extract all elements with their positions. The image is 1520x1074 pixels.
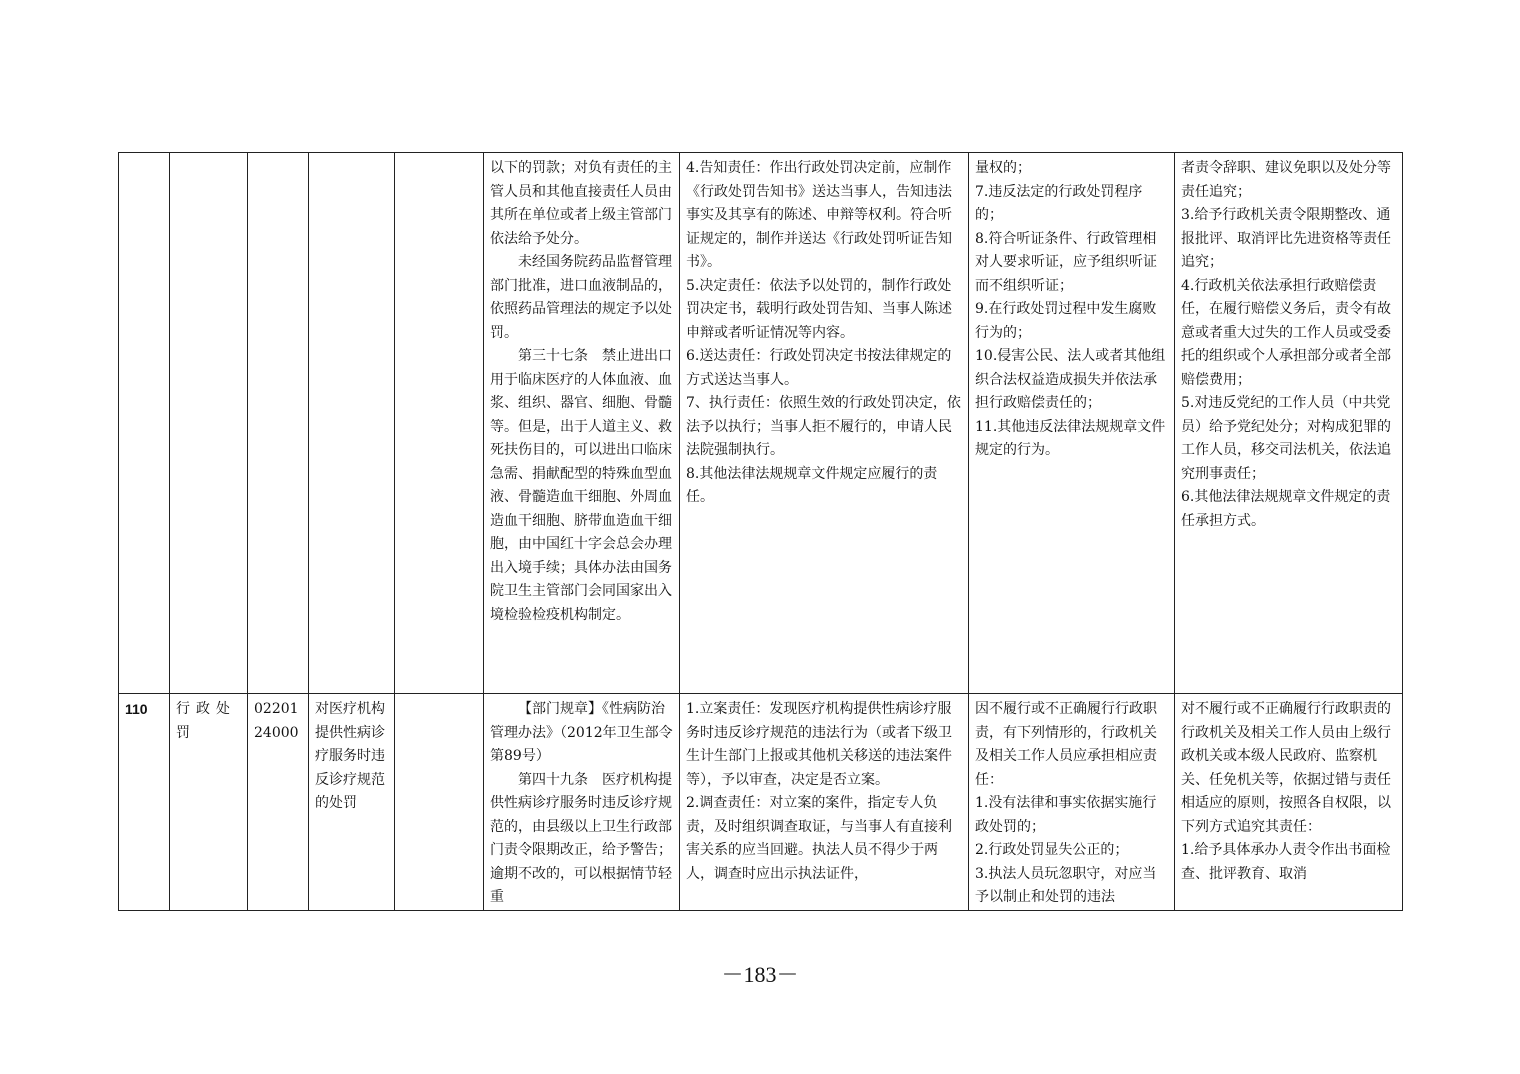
seq-cell: 110 bbox=[119, 694, 170, 911]
liability-cell-paragraph: 2.行政处罚显失公正的； bbox=[975, 842, 1129, 858]
duties-cell-paragraph: 8.其他法律法规规章文件规定应履行的责任。 bbox=[686, 465, 938, 505]
legal-basis-cell-paragraph: 以下的罚款；对负有责任的主管人员和其他直接责任人员由其所在单位或者上级主管部门依法给予处分。 bbox=[490, 160, 672, 247]
accountability-cell-paragraph: 5.对违反党纪的工作人员（中共党员）给予党纪处分；对构成犯罪的工作人员，移交司法机关，依法追究刑事责任； bbox=[1181, 395, 1391, 482]
accountability-cell-paragraph: 4.行政机关依法承担行政赔偿责任，在履行赔偿义务后，责令有故意或者重大过失的工作人员或受委托的组织或个人承担部分或者全部赔偿费用； bbox=[1181, 277, 1391, 388]
liability-cell-paragraph: 因不履行或不正确履行行政职责，有下列情形的，行政机关及相关工作人员应承担相应责任： bbox=[975, 701, 1157, 788]
liability-cell-paragraph: 10.侵害公民、法人或者其他组织合法权益造成损失并依法承担行政赔偿责任的； bbox=[975, 348, 1166, 411]
duties-cell-paragraph: 6.送达责任：行政处罚决定书按法律规定的方式送达当事人。 bbox=[686, 348, 952, 388]
liability-cell-paragraph: 1.没有法律和事实依据实施行政处罚的； bbox=[975, 795, 1157, 835]
code-cell bbox=[248, 153, 309, 694]
table-row bbox=[119, 153, 1403, 694]
type-cell: 行政处罚 bbox=[170, 694, 248, 911]
liability-cell-paragraph: 11.其他违反法律法规规章文件规定的行为。 bbox=[975, 418, 1166, 458]
legal-basis-cell-paragraph: 未经国务院药品监督管理部门批准，进口血液制品的，依照药品管理法的规定予以处罚。 bbox=[490, 254, 672, 341]
accountability-cell-paragraph: 者责令辞职、建议免职以及处分等责任追究； bbox=[1181, 160, 1391, 200]
table-row bbox=[119, 694, 1403, 911]
legal-basis-cell-paragraph: 【部门规章】《性病防治管理办法》（2012年卫生部令第89号） bbox=[490, 701, 673, 764]
code-cell: 0220124000 bbox=[248, 694, 309, 911]
sub-item-cell bbox=[395, 153, 484, 694]
liability-cell-paragraph: 7.违反法定的行政处罚程序的； bbox=[975, 183, 1143, 223]
liability-cell bbox=[969, 694, 1175, 911]
duties-cell bbox=[680, 153, 969, 694]
liability-cell bbox=[969, 153, 1175, 694]
duties-cell-paragraph: 1.立案责任：发现医疗机构提供性病诊疗服务时违反诊疗规范的违法行为（或者下级卫生计生部门上报或其他机关移送的违法案件等），予以审查，决定是否立案。 bbox=[686, 701, 952, 788]
legal-basis-cell bbox=[484, 694, 680, 911]
duties-cell-paragraph: 5.决定责任：依法予以处罚的，制作行政处罚决定书，载明行政处罚告知、当事人陈述申辩或者听证情况等内容。 bbox=[686, 277, 952, 341]
legal-basis-cell-paragraph: 第三十七条 禁止进出口用于临床医疗的人体血液、血浆、组织、器官、细胞、骨髓等。但是，出于人道主义、救死扶伤目的，可以进出口临床急需、捐献配型的特殊血型血液、骨髓造血干细胞、外周血造血干细胞、脐带血造血干细胞，由中国红十字会总会办理出入境手续；具体办法由国务院卫生主管部门会同国家出入境检验检疫机构制定。 bbox=[490, 348, 672, 623]
seq-cell bbox=[119, 153, 170, 694]
duties-cell-paragraph: 7、执行责任：依照生效的行政处罚决定，依法予以执行；当事人拒不履行的，申请人民法院强制执行。 bbox=[686, 395, 961, 458]
accountability-cell-paragraph: 3.给予行政机关责令限期整改、通报批评、取消评比先进资格等责任追究； bbox=[1181, 207, 1391, 270]
item-name-cell bbox=[309, 153, 395, 694]
legal-basis-cell-paragraph: 第四十九条 医疗机构提供性病诊疗服务时违反诊疗规范的，由县级以上卫生行政部门责令限期改正，给予警告；逾期不改的，可以根据情节轻重 bbox=[490, 771, 672, 905]
duties-cell bbox=[680, 694, 969, 911]
type-cell bbox=[170, 153, 248, 694]
accountability-cell bbox=[1175, 153, 1403, 694]
accountability-cell bbox=[1175, 694, 1403, 911]
accountability-cell-paragraph: 对不履行或不正确履行行政职责的行政机关及相关工作人员由上级行政机关或本级人民政府、监察机关、任免机关等，依据过错与责任相适应的原则，按照各自权限，以下列方式追究其责任： bbox=[1181, 701, 1391, 835]
liability-cell-paragraph: 9.在行政处罚过程中发生腐败行为的； bbox=[975, 301, 1157, 341]
duties-cell-paragraph: 2.调查责任：对立案的案件，指定专人负责，及时组织调查取证，与当事人有直接利害关系的应当回避。执法人员不得少于两人，调查时应出示执法证件， bbox=[686, 795, 952, 882]
liability-cell-paragraph: 量权的； bbox=[975, 160, 1031, 176]
accountability-cell-paragraph: 1.给予具体承办人责令作出书面检查、批评教育、取消 bbox=[1181, 842, 1391, 882]
duties-cell-paragraph: 4.告知责任：作出行政处罚决定前，应制作《行政处罚告知书》送达当事人，告知违法事实及其享有的陈述、申辩等权利。符合听证规定的，制作并送达《行政处罚听证告知书》。 bbox=[686, 160, 952, 270]
liability-cell-paragraph: 8.符合听证条件、行政管理相对人要求听证，应予组织听证而不组织听证； bbox=[975, 230, 1157, 294]
sub-item-cell bbox=[395, 694, 484, 911]
item-name-cell: 对医疗机构提供性病诊疗服务时违反诊疗规范的处罚 bbox=[309, 694, 395, 911]
accountability-cell-paragraph: 6.其他法律法规规章文件规定的责任承担方式。 bbox=[1181, 489, 1391, 529]
table-body bbox=[119, 153, 1403, 911]
liability-cell-paragraph: 3.执法人员玩忽职守，对应当予以制止和处罚的违法 bbox=[975, 865, 1157, 905]
page-number: －183－ bbox=[721, 962, 799, 987]
responsibility-table bbox=[118, 152, 1403, 911]
legal-basis-cell bbox=[484, 153, 680, 694]
